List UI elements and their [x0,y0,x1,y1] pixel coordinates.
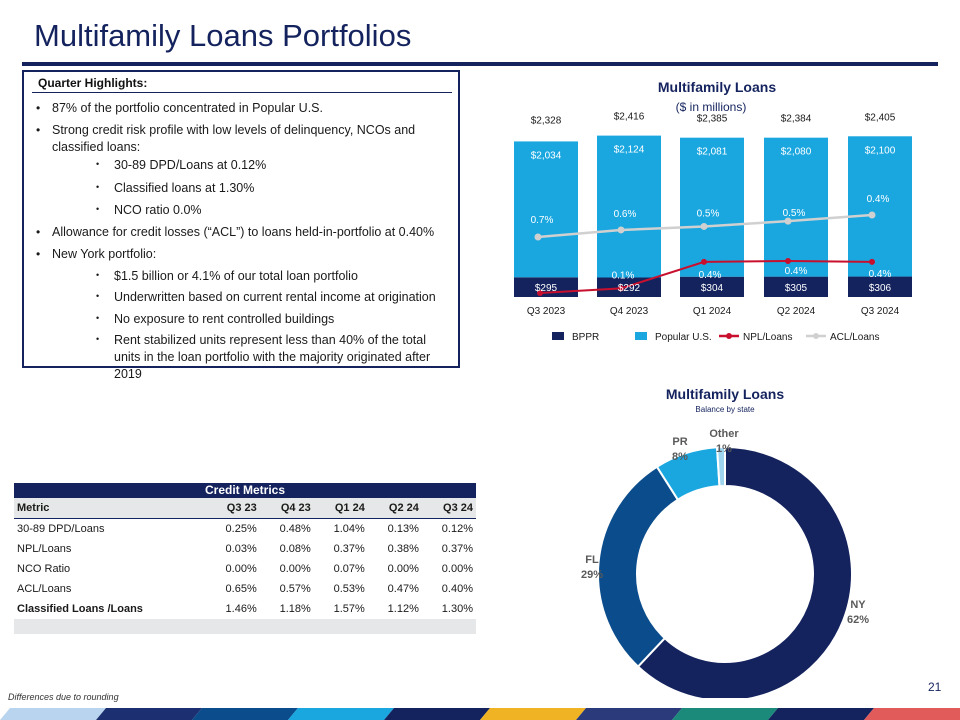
state-donut-chart [540,378,940,698]
bppr-value-label: $292 [617,283,641,295]
metric-value-cell: 0.40% [441,583,473,595]
acl-loans-point [535,234,542,241]
popular-us-value-label: $2,080 [780,146,812,158]
band-segment [864,708,960,720]
column-header: Q4 23 [260,498,314,519]
metric-value-cell: 1.18% [279,603,311,615]
legend-marker [813,333,819,339]
metric-value-cell: 0.13% [387,523,419,535]
bppr-value-label: $305 [784,282,808,294]
acl-value-label: 0.6% [613,208,637,220]
acl-value-label: 0.4% [866,194,890,205]
sub-bullet-item: Rent stabilized units represent less than 40% of the total units in the loan portfolio with the majority originated after 2019 [114,333,431,381]
sub-bullet-item: 30-89 DPD/Loans at 0.12% [114,158,267,172]
footer-color-band [0,708,960,720]
bar-chart-subtitle: ($ in millions) [675,100,747,114]
bullet-item: 87% of the portfolio concentrated in Popular U.S. [52,101,323,115]
metric-name-cell: NPL/Loans [17,543,72,555]
column-header: Metric [14,498,206,519]
metric-value-cell: 0.65% [225,583,257,595]
table-footer-cell [14,619,476,634]
popular-us-value-label: $2,100 [864,145,896,157]
bar-popular-us [848,136,912,276]
slice-percent-label: 62% [846,614,870,626]
highlights-heading: Quarter Highlights: [38,76,148,90]
acl-loans-point [869,212,876,219]
column-header: Q1 24 [314,498,368,519]
highlights-box [22,70,460,381]
band-segment [576,708,682,720]
bullet-dot: • [36,247,41,261]
metric-value-cell: 0.53% [333,583,365,595]
acl-value-label: 0.5% [782,208,806,220]
sub-bullet-item: NCO ratio 0.0% [114,203,202,217]
acl-loans-point [701,223,708,230]
table-row [14,599,476,619]
slice-percent-label: 8% [672,451,688,463]
x-tick-label: Q3 2024 [860,306,900,317]
metric-value-cell: 0.00% [225,563,257,575]
bar-popular-us [597,136,661,278]
metric-value-cell: 0.00% [279,563,311,575]
sub-bullet-dot: • [96,334,100,344]
metric-value-cell: 0.00% [441,563,473,575]
bullet-item: Allowance for credit losses (“ACL”) to loans held-in-portfolio at 0.40% [52,225,435,239]
total-value-label: $2,385 [696,113,728,125]
slice-percent-label: 29% [580,569,604,581]
donut-title: Multifamily Loans [665,386,785,402]
total-value-label: $2,416 [613,111,645,123]
x-tick-label: Q1 2024 [692,306,732,317]
bppr-value-label: $304 [700,282,724,294]
metric-value-cell: 0.37% [441,543,473,555]
bullet-item: New York portfolio: [52,247,157,261]
metric-value-cell: 0.47% [387,583,419,595]
npl-loans-point [785,258,791,264]
metric-value-cell: 1.30% [441,603,473,615]
npl-value-label: 0.4% [784,266,808,277]
acl-value-label: 0.5% [696,208,720,220]
legend-swatch [552,332,564,340]
npl-loans-point [701,259,707,265]
column-header: Q3 24 [422,498,476,519]
page-number: 21 [928,680,942,694]
popular-us-value-label: $2,034 [530,150,562,162]
table-footer-row [14,619,476,634]
multifamily-loans-bar-chart [490,70,940,360]
band-segment [384,708,490,720]
sub-bullet-item: No exposure to rent controlled buildings [114,312,335,326]
band-segment [192,708,298,720]
metric-value-cell: 1.46% [225,603,257,615]
footnote: Differences due to rounding [8,692,119,702]
legend-label: NPL/Loans [743,332,793,343]
slice-percent-label: 1% [716,443,732,455]
npl-value-label: 0.4% [868,268,892,280]
metric-value-cell: 0.25% [225,523,257,535]
band-segment [768,708,874,720]
legend-swatch [635,332,647,340]
sub-bullet-item: $1.5 billion or 4.1% of our total loan portfolio [114,269,358,283]
sub-bullet-dot: • [96,313,100,323]
popular-us-value-label: $2,081 [696,146,728,158]
metric-value-cell: 0.48% [279,523,311,535]
donut-subtitle: Balance by state [695,405,755,414]
band-segment [480,708,586,720]
band-segment [672,708,778,720]
bullet-dot: • [36,101,41,115]
sub-bullet-dot: • [96,159,100,169]
bar-chart-title: Multifamily Loans [657,79,777,95]
slice-name-label: FL [585,554,599,566]
table-row [14,519,476,540]
metric-value-cell: 1.57% [333,603,365,615]
bullet-dot: • [36,123,41,137]
table-row [14,559,476,579]
sub-bullet-dot: • [96,204,100,214]
credit-metrics-table [14,483,476,634]
sub-bullet-dot: • [96,182,100,192]
column-header: Q2 24 [368,498,422,519]
metric-value-cell: 0.12% [441,523,473,535]
bullet-dot: • [36,225,41,239]
npl-value-label: 0.4% [698,269,722,281]
metric-name-cell: 30-89 DPD/Loans [17,523,105,535]
metric-value-cell: 0.57% [279,583,311,595]
slice-name-label: PR [672,436,688,448]
sub-bullet-item: Underwritten based on current rental income at origination [114,290,436,304]
metric-name-cell: Classified Loans /Loans [17,603,143,615]
band-segment [288,708,394,720]
legend-label: Popular U.S. [655,332,712,343]
sub-bullet-dot: • [96,270,100,280]
npl-value-label: 0.1% [611,270,635,282]
bppr-value-label: $295 [534,283,558,295]
x-tick-label: Q4 2023 [609,306,649,317]
bar-popular-us [514,141,578,277]
popular-us-value-label: $2,124 [613,144,645,156]
title-rule [22,62,938,66]
metric-value-cell: 0.07% [333,563,365,575]
column-header: Q3 23 [206,498,260,519]
table-row [14,579,476,599]
legend-label: ACL/Loans [830,332,880,343]
legend-label: BPPR [572,332,600,343]
table-row [14,539,476,559]
band-segment [96,708,202,720]
bppr-value-label: $306 [868,282,892,294]
metric-name-cell: ACL/Loans [17,583,72,595]
total-value-label: $2,328 [530,115,562,127]
metric-value-cell: 0.08% [279,543,311,555]
bullet-item: Strong credit risk profile with low levels of delinquency, NCOs and classified loans: [52,123,416,154]
page-title: Multifamily Loans Portfolios [34,18,412,53]
slice-name-label: Other [709,428,739,440]
sub-bullet-item: Classified loans at 1.30% [114,181,255,195]
acl-value-label: 0.7% [530,215,554,226]
total-value-label: $2,384 [780,113,812,125]
bar-popular-us [680,138,744,277]
table-header-row [14,498,476,519]
metric-value-cell: 1.04% [333,523,365,535]
x-tick-label: Q2 2024 [776,306,816,317]
metric-name-cell: NCO Ratio [17,563,71,575]
metric-value-cell: 1.12% [387,603,419,615]
bar-popular-us [764,138,828,277]
table-caption: Credit Metrics [14,483,476,498]
total-value-label: $2,405 [864,112,896,124]
sub-bullet-dot: • [96,291,100,301]
npl-loans-point [869,259,875,265]
slice-name-label: NY [850,599,866,611]
x-tick-label: Q3 2023 [526,306,566,317]
metric-value-cell: 0.00% [387,563,419,575]
band-segment [0,708,106,720]
metric-value-cell: 0.37% [333,543,365,555]
donut-slice-fl [598,467,678,667]
legend-marker [726,333,732,339]
highlights-divider [32,92,452,93]
metric-value-cell: 0.03% [225,543,257,555]
metric-value-cell: 0.38% [387,543,419,555]
acl-loans-point [618,226,625,233]
